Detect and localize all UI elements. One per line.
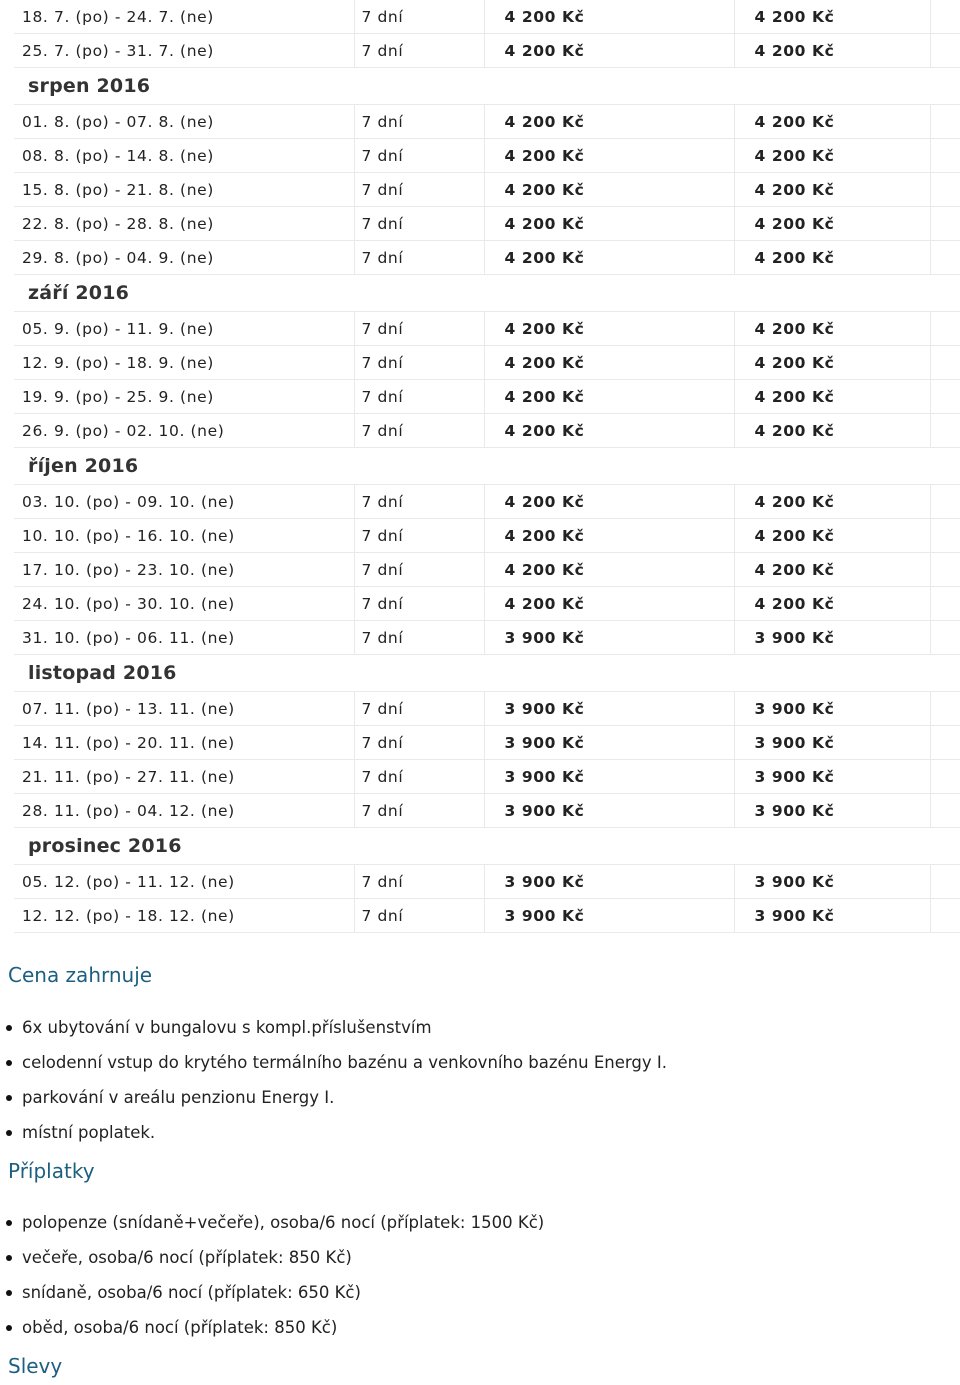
month-heading-row xyxy=(14,68,960,105)
price-cell: 3 900 Kč xyxy=(734,726,930,760)
list-item: celodenní vstup do krytého termálního bazénu a venkovního bazénu Energy I. xyxy=(22,1053,667,1088)
price-cell: 4 200 Kč xyxy=(484,380,734,414)
included-list xyxy=(0,1018,667,1158)
price-cell: 3 900 Kč xyxy=(734,621,930,655)
price-cell: 4 200 Kč xyxy=(734,139,930,173)
table-row xyxy=(14,692,960,726)
price-cell: 4 200 Kč xyxy=(734,346,930,380)
date-range-cell: 31. 10. (po) - 06. 11. (ne) xyxy=(14,621,354,655)
table-row xyxy=(14,0,960,34)
empty-cell xyxy=(930,0,960,34)
list-item: 6x ubytování v bungalovu s kompl.příslušenstvím xyxy=(22,1018,667,1053)
empty-cell xyxy=(930,312,960,346)
month-heading: říjen 2016 xyxy=(14,448,960,485)
date-range-cell: 05. 12. (po) - 11. 12. (ne) xyxy=(14,865,354,899)
empty-cell xyxy=(930,207,960,241)
duration-cell: 7 dní xyxy=(354,794,484,828)
table-row xyxy=(14,553,960,587)
table-row xyxy=(14,105,960,139)
table-row xyxy=(14,380,960,414)
price-cell: 4 200 Kč xyxy=(734,519,930,553)
price-cell: 4 200 Kč xyxy=(734,587,930,621)
price-cell: 4 200 Kč xyxy=(734,312,930,346)
duration-cell: 7 dní xyxy=(354,553,484,587)
price-cell: 3 900 Kč xyxy=(734,692,930,726)
duration-cell: 7 dní xyxy=(354,621,484,655)
empty-cell xyxy=(930,794,960,828)
duration-cell: 7 dní xyxy=(354,726,484,760)
table-row xyxy=(14,587,960,621)
table-row xyxy=(14,760,960,794)
empty-cell xyxy=(930,105,960,139)
date-range-cell: 19. 9. (po) - 25. 9. (ne) xyxy=(14,380,354,414)
empty-cell xyxy=(930,173,960,207)
date-range-cell: 17. 10. (po) - 23. 10. (ne) xyxy=(14,553,354,587)
month-heading-row xyxy=(14,448,960,485)
price-cell: 3 900 Kč xyxy=(484,794,734,828)
empty-cell xyxy=(930,553,960,587)
price-cell: 4 200 Kč xyxy=(484,241,734,275)
month-heading-row xyxy=(14,275,960,312)
price-cell: 4 200 Kč xyxy=(484,519,734,553)
date-range-cell: 12. 12. (po) - 18. 12. (ne) xyxy=(14,899,354,933)
date-range-cell: 07. 11. (po) - 13. 11. (ne) xyxy=(14,692,354,726)
duration-cell: 7 dní xyxy=(354,414,484,448)
month-heading: září 2016 xyxy=(14,275,960,312)
price-cell: 4 200 Kč xyxy=(734,553,930,587)
empty-cell xyxy=(930,485,960,519)
duration-cell: 7 dní xyxy=(354,485,484,519)
table-row xyxy=(14,312,960,346)
list-item: snídaně, osoba/6 nocí (příplatek: 650 Kč) xyxy=(22,1283,544,1318)
empty-cell xyxy=(930,621,960,655)
empty-cell xyxy=(930,519,960,553)
empty-cell xyxy=(930,760,960,794)
duration-cell: 7 dní xyxy=(354,207,484,241)
date-range-cell: 24. 10. (po) - 30. 10. (ne) xyxy=(14,587,354,621)
date-range-cell: 01. 8. (po) - 07. 8. (ne) xyxy=(14,105,354,139)
table-row xyxy=(14,485,960,519)
list-item: polopenze (snídaně+večeře), osoba/6 nocí (příplatek: 1500 Kč) xyxy=(22,1213,544,1248)
empty-cell xyxy=(930,587,960,621)
duration-cell: 7 dní xyxy=(354,380,484,414)
duration-cell: 7 dní xyxy=(354,139,484,173)
date-range-cell: 12. 9. (po) - 18. 9. (ne) xyxy=(14,346,354,380)
list-item: večeře, osoba/6 nocí (příplatek: 850 Kč) xyxy=(22,1248,544,1283)
month-heading-row xyxy=(14,828,960,865)
price-cell: 4 200 Kč xyxy=(734,485,930,519)
date-range-cell: 18. 7. (po) - 24. 7. (ne) xyxy=(14,0,354,34)
duration-cell: 7 dní xyxy=(354,241,484,275)
empty-cell xyxy=(930,865,960,899)
date-range-cell: 25. 7. (po) - 31. 7. (ne) xyxy=(14,34,354,68)
price-cell: 4 200 Kč xyxy=(734,414,930,448)
price-cell: 4 200 Kč xyxy=(484,553,734,587)
price-cell: 3 900 Kč xyxy=(734,760,930,794)
month-heading: listopad 2016 xyxy=(14,655,960,692)
empty-cell xyxy=(930,241,960,275)
price-cell: 3 900 Kč xyxy=(484,899,734,933)
empty-cell xyxy=(930,899,960,933)
price-cell: 4 200 Kč xyxy=(484,105,734,139)
list-item: parkování v areálu penzionu Energy I. xyxy=(22,1088,667,1123)
table-row xyxy=(14,621,960,655)
date-range-cell: 26. 9. (po) - 02. 10. (ne) xyxy=(14,414,354,448)
duration-cell: 7 dní xyxy=(354,899,484,933)
duration-cell: 7 dní xyxy=(354,346,484,380)
price-cell: 4 200 Kč xyxy=(734,105,930,139)
date-range-cell: 05. 9. (po) - 11. 9. (ne) xyxy=(14,312,354,346)
date-range-cell: 10. 10. (po) - 16. 10. (ne) xyxy=(14,519,354,553)
table-row xyxy=(14,346,960,380)
price-cell: 3 900 Kč xyxy=(734,865,930,899)
price-table-body xyxy=(14,0,960,933)
price-cell: 4 200 Kč xyxy=(734,241,930,275)
price-cell: 4 200 Kč xyxy=(484,414,734,448)
surcharges-list xyxy=(0,1213,544,1353)
price-cell: 4 200 Kč xyxy=(734,0,930,34)
price-cell: 3 900 Kč xyxy=(484,760,734,794)
date-range-cell: 28. 11. (po) - 04. 12. (ne) xyxy=(14,794,354,828)
price-cell: 4 200 Kč xyxy=(734,207,930,241)
date-range-cell: 21. 11. (po) - 27. 11. (ne) xyxy=(14,760,354,794)
month-heading-row xyxy=(14,655,960,692)
table-row xyxy=(14,414,960,448)
duration-cell: 7 dní xyxy=(354,587,484,621)
date-range-cell: 03. 10. (po) - 09. 10. (ne) xyxy=(14,485,354,519)
duration-cell: 7 dní xyxy=(354,34,484,68)
duration-cell: 7 dní xyxy=(354,692,484,726)
price-cell: 3 900 Kč xyxy=(484,621,734,655)
table-row xyxy=(14,34,960,68)
price-cell: 4 200 Kč xyxy=(484,346,734,380)
table-row xyxy=(14,173,960,207)
table-row xyxy=(14,241,960,275)
price-cell: 3 900 Kč xyxy=(734,899,930,933)
price-cell: 4 200 Kč xyxy=(484,587,734,621)
duration-cell: 7 dní xyxy=(354,865,484,899)
table-row xyxy=(14,519,960,553)
price-table xyxy=(14,0,960,933)
date-range-cell: 15. 8. (po) - 21. 8. (ne) xyxy=(14,173,354,207)
discounts-heading: Slevy xyxy=(8,1354,63,1378)
table-row xyxy=(14,139,960,173)
empty-cell xyxy=(930,726,960,760)
empty-cell xyxy=(930,414,960,448)
table-row xyxy=(14,207,960,241)
price-cell: 4 200 Kč xyxy=(484,485,734,519)
table-row xyxy=(14,726,960,760)
table-row xyxy=(14,865,960,899)
empty-cell xyxy=(930,380,960,414)
duration-cell: 7 dní xyxy=(354,760,484,794)
month-heading: srpen 2016 xyxy=(14,68,960,105)
price-cell: 3 900 Kč xyxy=(484,726,734,760)
table-row xyxy=(14,794,960,828)
empty-cell xyxy=(930,346,960,380)
list-item: oběd, osoba/6 nocí (příplatek: 850 Kč) xyxy=(22,1318,544,1353)
empty-cell xyxy=(930,692,960,726)
price-cell: 4 200 Kč xyxy=(484,173,734,207)
list-item: místní poplatek. xyxy=(22,1123,667,1158)
price-cell: 4 200 Kč xyxy=(734,34,930,68)
table-row xyxy=(14,899,960,933)
included-heading: Cena zahrnuje xyxy=(8,963,153,987)
price-cell: 4 200 Kč xyxy=(734,173,930,207)
date-range-cell: 22. 8. (po) - 28. 8. (ne) xyxy=(14,207,354,241)
duration-cell: 7 dní xyxy=(354,312,484,346)
duration-cell: 7 dní xyxy=(354,0,484,34)
empty-cell xyxy=(930,34,960,68)
price-cell: 4 200 Kč xyxy=(484,207,734,241)
empty-cell xyxy=(930,139,960,173)
price-cell: 4 200 Kč xyxy=(484,312,734,346)
month-heading: prosinec 2016 xyxy=(14,828,960,865)
date-range-cell: 08. 8. (po) - 14. 8. (ne) xyxy=(14,139,354,173)
price-cell: 4 200 Kč xyxy=(484,139,734,173)
price-cell: 4 200 Kč xyxy=(484,0,734,34)
surcharges-heading: Příplatky xyxy=(8,1159,95,1183)
price-cell: 3 900 Kč xyxy=(484,865,734,899)
price-cell: 4 200 Kč xyxy=(734,380,930,414)
duration-cell: 7 dní xyxy=(354,173,484,207)
price-cell: 3 900 Kč xyxy=(484,692,734,726)
date-range-cell: 14. 11. (po) - 20. 11. (ne) xyxy=(14,726,354,760)
duration-cell: 7 dní xyxy=(354,519,484,553)
duration-cell: 7 dní xyxy=(354,105,484,139)
price-cell: 3 900 Kč xyxy=(734,794,930,828)
date-range-cell: 29. 8. (po) - 04. 9. (ne) xyxy=(14,241,354,275)
price-cell: 4 200 Kč xyxy=(484,34,734,68)
